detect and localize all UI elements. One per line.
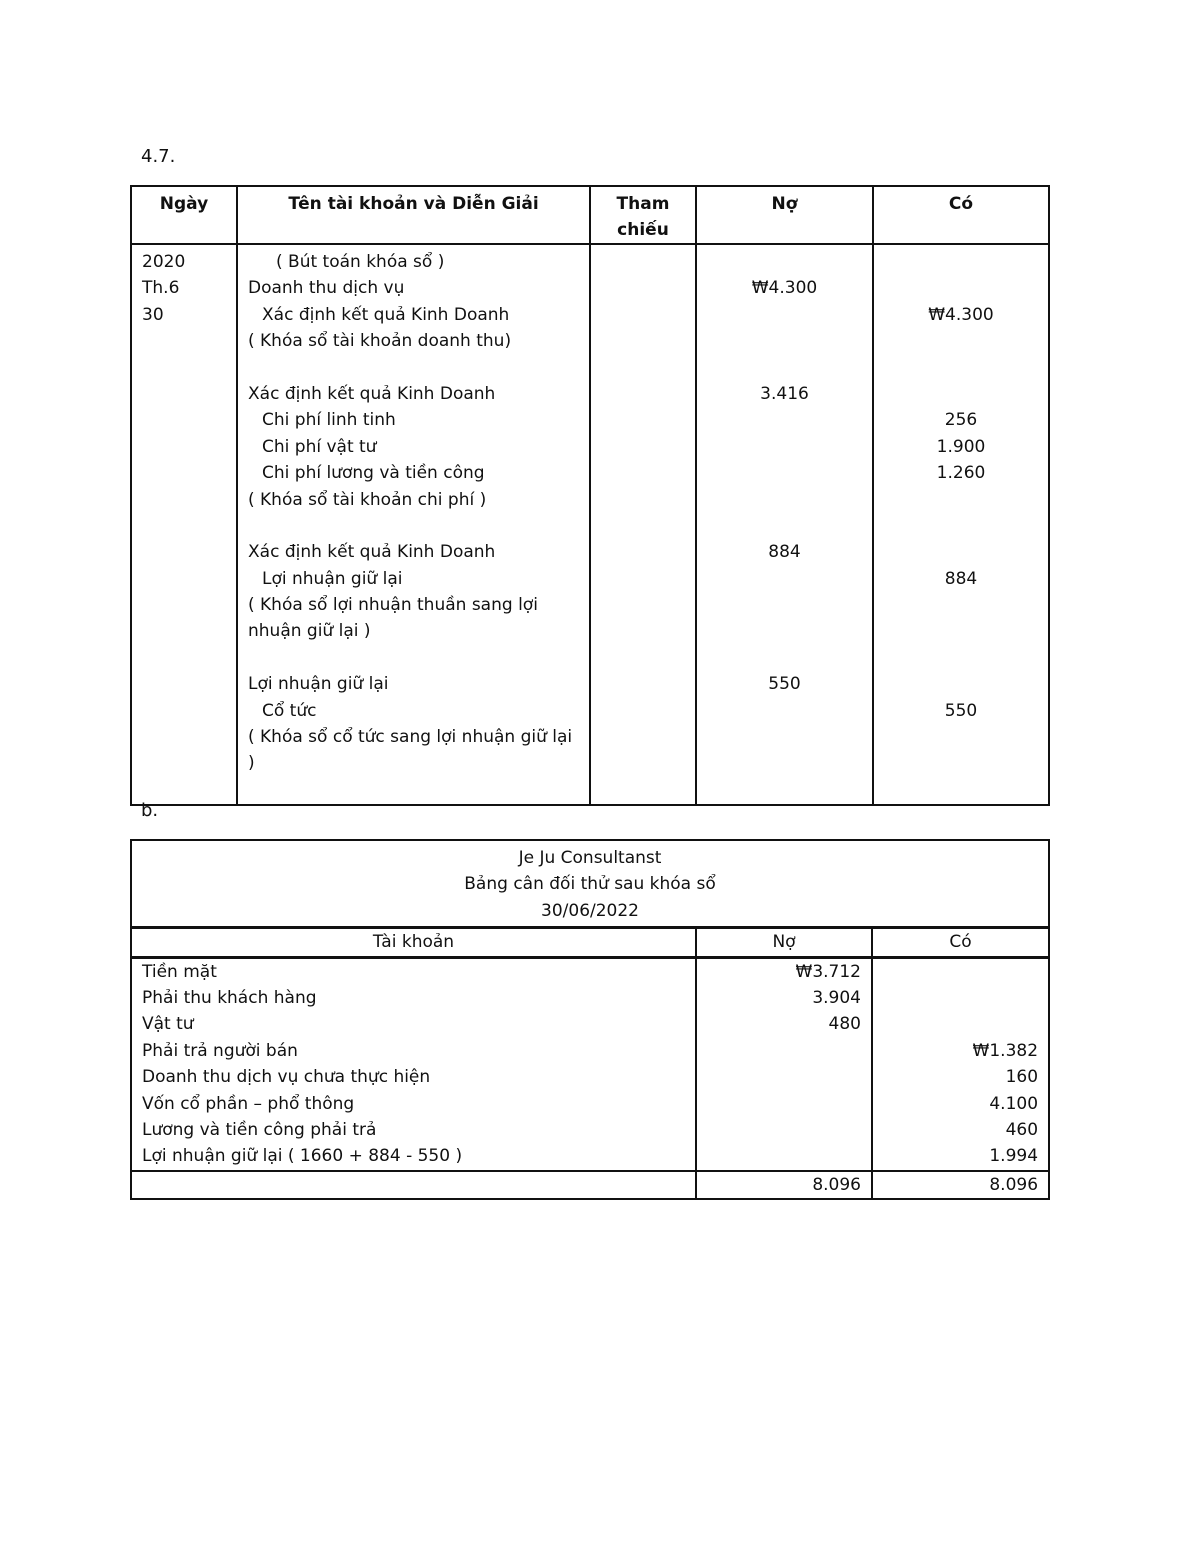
journal-line-credit (874, 724, 1048, 750)
tb-total-row (131, 1171, 1049, 1199)
journal-line-credit (874, 355, 1048, 381)
tb-debit (696, 1143, 872, 1170)
journal-line-debit (697, 750, 872, 776)
section-b-label: b. (141, 800, 159, 821)
journal-line-debit (697, 302, 872, 328)
tb-header-debit: Nợ (696, 928, 872, 957)
journal-line-text: Doanh thu dịch vụ (248, 278, 405, 299)
tb-row (131, 985, 1049, 1011)
tb-debit: ₩3.712 (696, 957, 872, 985)
tb-account: Vật tư (131, 1011, 696, 1037)
company-name: Je Ju Consultanst (518, 848, 662, 868)
tb-account: Tiền mặt (131, 957, 696, 985)
journal-date-column (131, 244, 237, 805)
journal-line-text: Chi phí linh tinh (262, 410, 396, 431)
journal-credit-column (873, 244, 1049, 805)
journal-line-debit (697, 407, 872, 433)
journal-line-credit: ₩4.300 (928, 304, 994, 325)
journal-line-credit (874, 671, 1048, 697)
journal-body-row (131, 244, 1049, 805)
tb-account: Lương và tiền công phải trả (131, 1117, 696, 1143)
journal-line-debit (697, 487, 872, 513)
journal-line-debit (697, 724, 872, 750)
journal-line-text: Lợi nhuận giữ lại (262, 568, 403, 589)
journal-line-credit (874, 328, 1048, 354)
journal-date-line: 30 (142, 304, 164, 325)
journal-line-credit: 550 (944, 700, 978, 721)
journal-line-credit (874, 513, 1048, 539)
tb-total-credit: 8.096 (872, 1171, 1049, 1199)
journal-line-credit (874, 487, 1048, 513)
tb-debit: 480 (696, 1011, 872, 1037)
journal-line-credit (874, 750, 1048, 776)
journal-line-credit (874, 249, 1048, 275)
journal-line-text (248, 355, 583, 381)
journal-line-debit (697, 592, 872, 618)
tb-total-debit: 8.096 (696, 1171, 872, 1199)
tb-account: Phải thu khách hàng (131, 985, 696, 1011)
tb-account: Vốn cổ phần – phổ thông (131, 1091, 696, 1117)
tb-row (131, 1064, 1049, 1090)
header-credit: Có (873, 186, 1049, 244)
journal-line-debit (697, 434, 872, 460)
journal-line-text (248, 645, 583, 671)
tb-credit: 4.100 (872, 1091, 1049, 1117)
tb-debit (696, 1117, 872, 1143)
statement-date: 30/06/2022 (541, 900, 639, 921)
journal-header-row (131, 186, 1049, 244)
journal-line-debit (697, 355, 872, 381)
journal-line-text: ( Khóa sổ tài khoản doanh thu) (248, 331, 512, 352)
journal-line-text: Xác định kết quả Kinh Doanh (248, 383, 496, 404)
tb-credit (872, 985, 1049, 1011)
tb-credit: 460 (872, 1117, 1049, 1143)
section-a-label: 4.7. (141, 146, 176, 167)
header-debit: Nợ (696, 186, 873, 244)
journal-line-text: ) (248, 753, 255, 774)
journal-line-text: Chi phí lương và tiền công (262, 463, 485, 484)
journal-line-credit: 884 (944, 568, 978, 589)
journal-date-line: Th.6 (142, 278, 180, 299)
tb-credit (872, 1011, 1049, 1037)
journal-line-debit (697, 513, 872, 539)
journal-line-credit (874, 539, 1048, 565)
journal-line-credit: 1.900 (936, 436, 986, 457)
statement-title: Bảng cân đối thử sau khóa sổ (464, 874, 716, 895)
header-ref: Tham chiếu (590, 186, 696, 244)
journal-line-credit (874, 645, 1048, 671)
journal-line-text: ( Khóa sổ cổ tức sang lợi nhuận giữ lại (248, 727, 573, 748)
tb-total-label-cell (131, 1171, 696, 1199)
trial-balance-table (130, 839, 1050, 1200)
journal-line-debit (697, 460, 872, 486)
journal-line-text: Xác định kết quả Kinh Doanh (248, 542, 496, 563)
tb-credit: ₩1.382 (872, 1038, 1049, 1064)
closing-journal-table (130, 185, 1050, 806)
tb-debit: 3.904 (696, 985, 872, 1011)
journal-line-credit (874, 592, 1048, 618)
tb-debit (696, 1091, 872, 1117)
journal-line-debit: 550 (768, 674, 801, 695)
tb-credit (872, 957, 1049, 985)
journal-line-text: ( Bút toán khóa sổ ) (276, 252, 445, 272)
tb-credit: 1.994 (872, 1143, 1049, 1170)
tb-row (131, 1011, 1049, 1037)
journal-line-debit (697, 249, 872, 275)
journal-debit-column (696, 244, 873, 805)
journal-line-debit: 3.416 (760, 383, 809, 404)
journal-line-text: Cổ tức (262, 700, 317, 721)
tb-row (131, 1143, 1049, 1170)
header-account: Tên tài khoản và Diễn Giải (237, 186, 590, 244)
journal-line-text (248, 513, 583, 539)
tb-account: Lợi nhuận giữ lại ( 1660 + 884 - 550 ) (131, 1143, 696, 1170)
journal-line-debit (697, 698, 872, 724)
tb-account: Doanh thu dịch vụ chưa thực hiện (131, 1064, 696, 1090)
journal-line-credit: 1.260 (936, 463, 986, 484)
trial-balance-heading (131, 840, 1049, 928)
journal-line-debit (697, 328, 872, 354)
journal-line-credit (874, 381, 1048, 407)
tb-row (131, 1117, 1049, 1143)
journal-line-text: ( Khóa sổ tài khoản chi phí ) (248, 489, 487, 510)
journal-line-debit: 884 (768, 542, 801, 563)
tb-row (131, 957, 1049, 985)
tb-row (131, 1038, 1049, 1064)
journal-line-debit (697, 566, 872, 592)
journal-line-text: Xác định kết quả Kinh Doanh (262, 304, 510, 325)
tb-row (131, 1091, 1049, 1117)
tb-credit: 160 (872, 1064, 1049, 1090)
journal-line-debit: ₩4.300 (751, 278, 818, 299)
journal-line-text: Chi phí vật tư (262, 436, 377, 457)
journal-line-debit (697, 645, 872, 671)
journal-line-debit (697, 618, 872, 644)
tb-account: Phải trả người bán (131, 1038, 696, 1064)
tb-header-credit: Có (872, 928, 1049, 957)
journal-line-credit (874, 618, 1048, 644)
journal-line-credit: 256 (944, 410, 978, 431)
journal-line-text: Lợi nhuận giữ lại (248, 674, 389, 695)
journal-line-credit (874, 275, 1048, 301)
tb-debit (696, 1064, 872, 1090)
journal-ref-column (590, 244, 696, 805)
journal-line-text: ( Khóa sổ lợi nhuận thuần sang lợi (248, 595, 538, 616)
tb-debit (696, 1038, 872, 1064)
header-date: Ngày (131, 186, 237, 244)
journal-account-column (237, 244, 590, 805)
tb-header-account: Tài khoản (131, 928, 696, 957)
journal-line-text: nhuận giữ lại ) (248, 621, 371, 642)
journal-date-line: 2020 (142, 252, 186, 272)
